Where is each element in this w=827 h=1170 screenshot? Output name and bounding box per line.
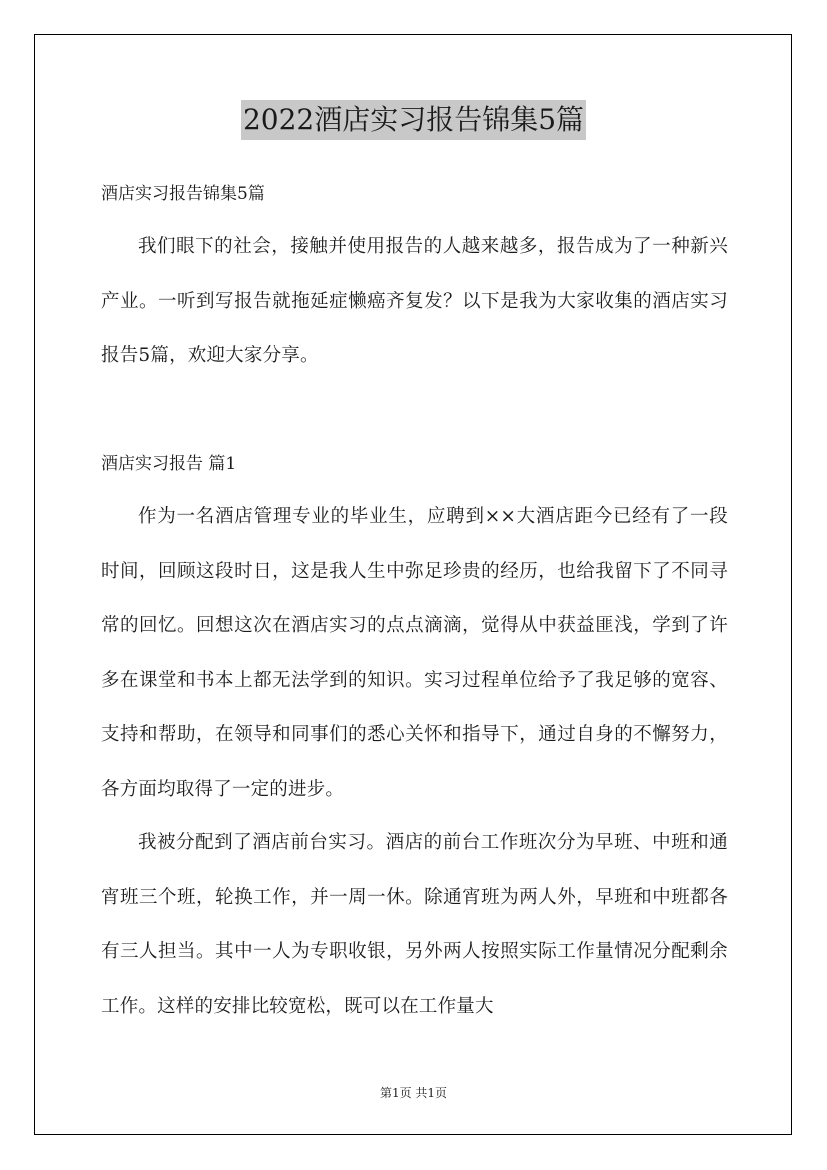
document-title-text: 2022酒店实习报告锦集5篇	[241, 100, 586, 140]
document-title	[0, 99, 827, 140]
intro-paragraph: 我们眼下的社会，接触并使用报告的人越来越多，报告成为了一种新兴产业。一听到写报告就拖延症懒癌齐复发？以下是我为大家收集的酒店实习报告5篇，欢迎大家分享。	[101, 236, 728, 366]
section-paragraph-1: 作为一名酒店管理专业的毕业生，应聘到××大酒店距今已经有了一段时间，回顾这段时日，这是我人生中弥足珍贵的经历，也给我留下了不同寻常的回忆。回想这次在酒店实习的点点滴滴，觉得从中获益匪浅，学到了许多在课堂和书本上都无法学到的知识。实习过程单位给予了我足够的宽容、支持和帮助，在领导和同事们的悉心关怀和指导下，通过自身的不懈努力，各方面均取得了一定的进步。	[101, 506, 728, 800]
document-subtitle: 酒店实习报告锦集5篇	[101, 184, 265, 204]
section-heading: 酒店实习报告 篇1	[101, 454, 237, 474]
page-footer: 第1页 共1页	[379, 1086, 448, 1100]
section-paragraph-2: 我被分配到了酒店前台实习。酒店的前台工作班次分为早班、中班和通宵班三个班，轮换工作，并一周一休。除通宵班为两人外，早班和中班都各有三人担当。其中一人为专职收银，另外两人按照实际工作量情况分配剩余工作。这样的安排比较宽松，既可以在工作量大	[101, 832, 728, 1017]
